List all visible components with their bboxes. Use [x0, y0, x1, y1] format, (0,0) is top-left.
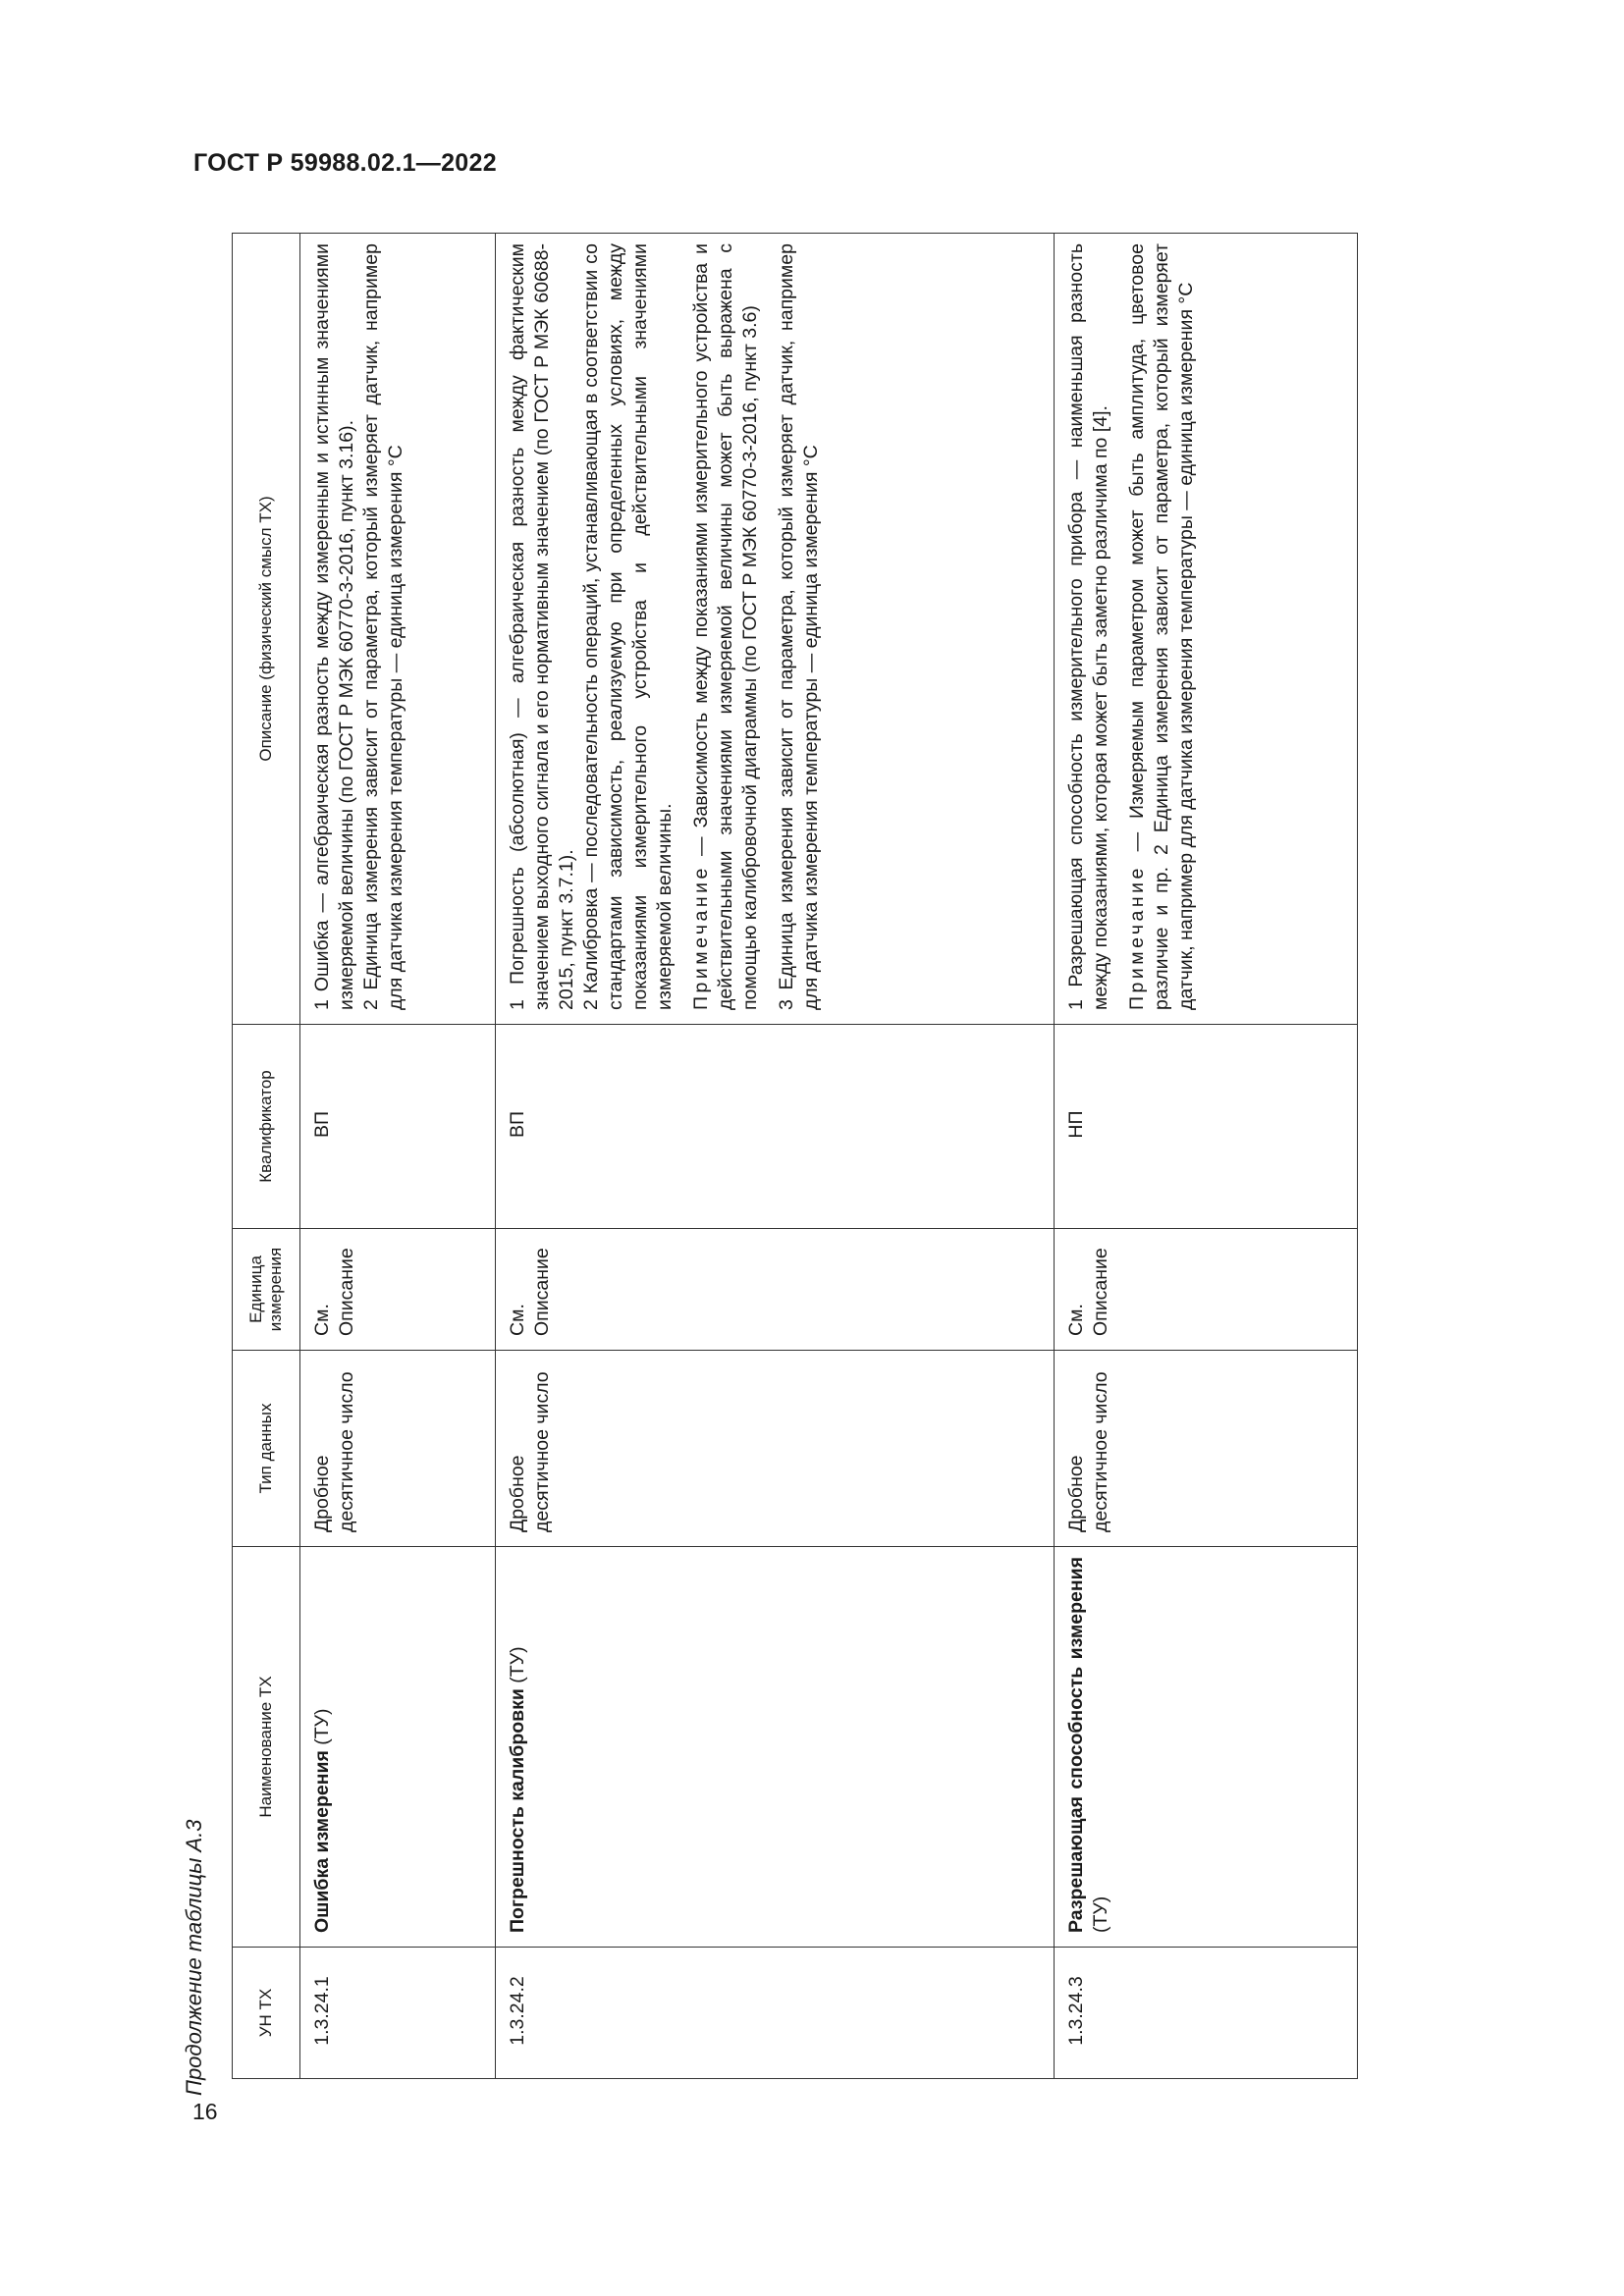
row-qualifier: НП: [1055, 1025, 1358, 1229]
column-header-unit: Единица измерения: [233, 1229, 300, 1351]
page-number: 16: [192, 2099, 218, 2124]
note-text: — Зависимость между показаниями измерительного устройства и действительными значениями измеряемой величины может быть выражена с помощью калибровочной диаграммы (по ГОСТ Р МЭК 60770-3-2016, пункт 3.6): [690, 243, 761, 1010]
document-header: ГОСТ Р 59988.02.1—2022: [193, 149, 497, 177]
table-row: [496, 234, 1055, 2079]
column-header-description: Описание (физический смысл ТХ): [233, 234, 300, 1025]
row-name-suffix: (ТУ): [311, 1708, 333, 1751]
row-id: 1.3.24.3: [1055, 1948, 1358, 2079]
note-label: Примечание: [690, 865, 712, 1010]
characteristics-table: [232, 233, 1358, 2079]
description-paragraph: 1 Разрешающая способность измерительного прибора — наименьшая разность между показаниями, которая может быть заметно различима по [4].: [1065, 243, 1111, 1010]
description-paragraph: 2 Единица измерения зависит от параметра, который измеряет датчик, например для датчика измерения температуры — единица измерения °С: [360, 243, 406, 1010]
table-row: [1055, 234, 1358, 2079]
row-qualifier: ВП: [496, 1025, 1055, 1229]
description-note: [689, 243, 763, 1010]
table-caption: Продолжение таблицы А.3: [182, 1819, 206, 2096]
row-description: [300, 234, 496, 1025]
table-caption-wrapper: [170, 1468, 219, 2096]
row-name: [1055, 1547, 1358, 1948]
row-id: 1.3.24.1: [300, 1948, 496, 2079]
row-name-bold: Погрешность калибровки: [507, 1688, 528, 1933]
row-name-bold: Ошибка измерения: [311, 1750, 333, 1933]
row-data-type: Дробное десятичное число: [496, 1351, 1055, 1547]
table-wrapper: [232, 234, 1337, 2079]
column-header-type: Тип данных: [233, 1351, 300, 1547]
row-name: [496, 1547, 1055, 1948]
column-header-qualifier: Квалификатор: [233, 1025, 300, 1229]
row-name-suffix: (ТУ): [507, 1646, 528, 1689]
description-paragraph: 1 Погрешность (абсолютная) — алгебраическая разность между фактическим значением выходного сигнала и его нормативным значением (по ГОСТ Р МЭК 60688-2015, пункт 3.7.1).: [507, 243, 577, 1010]
description-paragraph: 1 Ошибка — алгебраическая разность между измеренным и истинным значениями измеряемой величины (по ГОСТ Р МЭК 60770-3-2016, пункт 3.16).: [311, 243, 357, 1010]
description-paragraph: 3 Единица измерения зависит от параметра, который измеряет датчик, например для датчика измерения температуры — единица измерения °С: [776, 243, 822, 1010]
row-qualifier: ВП: [300, 1025, 496, 1229]
note-text: — Измеряемым параметром может быть амплитуда, цветовое различие и пр. 2 Единица измерения зависит от параметра, который измеряет датчик, например для датчика измерения температуры — единица измерения °С: [1126, 243, 1197, 1010]
note-label: Примечание: [1126, 865, 1148, 1010]
row-data-type: Дробное десятичное число: [1055, 1351, 1358, 1547]
column-header-name: Наименование ТХ: [233, 1547, 300, 1948]
row-name-bold: Разрешающая способность измерения: [1065, 1557, 1087, 1933]
row-name-suffix: (ТУ): [1090, 1896, 1111, 1933]
table-row: [300, 234, 496, 2079]
row-unit: См. Описание: [300, 1229, 496, 1351]
row-unit: См. Описание: [1055, 1229, 1358, 1351]
row-description: [1055, 234, 1358, 1025]
row-id: 1.3.24.2: [496, 1948, 1055, 2079]
row-unit: См. Описание: [496, 1229, 1055, 1351]
description-note: [1125, 243, 1199, 1010]
row-data-type: Дробное десятичное число: [300, 1351, 496, 1547]
table-header-row: [233, 234, 300, 2079]
description-paragraph: 2 Калибровка — последовательность операций, устанавливающая в соответствии со стандартами зависимость, реализуемую при определенных условиях, между показаниями измерительного устройства и действительными значениями измеряемой величины.: [580, 243, 676, 1010]
column-header-id: УН ТХ: [233, 1948, 300, 2079]
row-name: [300, 1547, 496, 1948]
row-description: [496, 234, 1055, 1025]
rotated-table-container: [232, 234, 1337, 2079]
